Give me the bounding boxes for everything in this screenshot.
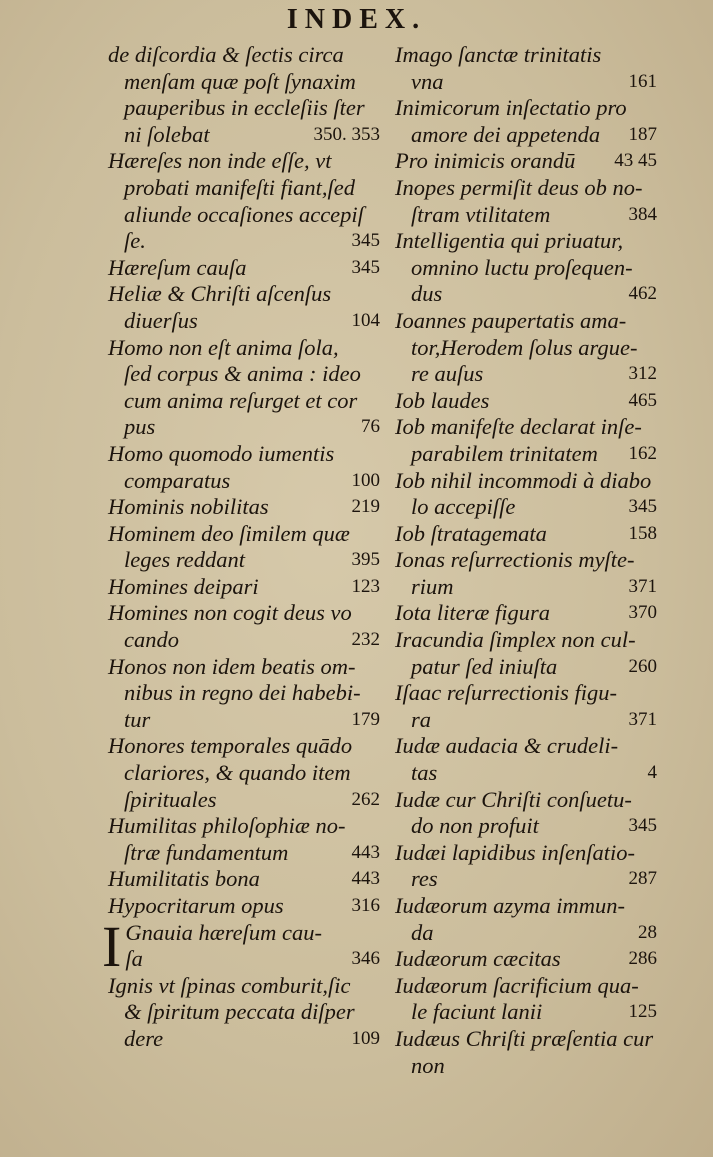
entry-line: Imago ſanctæ trinitatis <box>395 42 602 67</box>
entry-line: Gnauia hæreſum cau- <box>125 919 322 945</box>
index-entry <box>108 574 380 601</box>
entry-line: menſam quæ poſt ſynaxim <box>124 68 356 94</box>
entry-line: Intelligentia qui priuatur, <box>395 228 624 254</box>
page-number: 384 <box>628 203 657 225</box>
index-entry <box>395 973 657 1026</box>
page-number: 28 <box>638 921 657 943</box>
page-number: 350. 353 <box>313 123 380 145</box>
entry-line: comparatus <box>124 467 231 493</box>
index-entry <box>108 733 380 813</box>
index-entry <box>395 228 657 308</box>
index-entry <box>395 946 657 973</box>
entry-line: probati manifeſti fiant,ſed <box>124 174 356 200</box>
page-number: 4 <box>647 762 657 784</box>
entry-line: vna <box>411 68 444 94</box>
page-number: 287 <box>628 868 657 890</box>
index-entry <box>102 913 380 979</box>
index-entry <box>108 255 380 282</box>
index-entry <box>395 468 657 521</box>
entry-line: lo accepiſſe <box>411 494 516 520</box>
entry-line: leges reddant <box>124 547 246 573</box>
page-number: 260 <box>628 655 657 677</box>
index-entry <box>108 600 380 653</box>
page-number: 443 <box>351 868 380 890</box>
index-entry <box>395 175 657 228</box>
entry-line: rium <box>411 573 454 599</box>
page-number: 100 <box>351 469 380 491</box>
entry-line: patur ſed iniuſta <box>411 653 558 679</box>
page-number: 345 <box>351 256 380 278</box>
entry-line: Iota literæ figura <box>395 600 551 626</box>
entry-line: Homines non cogit deus vo <box>108 600 352 626</box>
entry-line: diuerſus <box>124 307 198 333</box>
entry-line: amore dei appetenda <box>411 121 601 147</box>
entry-line: Iob nihil incommodi à diabo <box>395 467 652 493</box>
page-number: 158 <box>628 522 657 544</box>
page-number: 371 <box>628 708 657 730</box>
entry-line: Humilitas philoſophiæ no- <box>108 813 346 839</box>
index-entry <box>395 787 657 840</box>
entry-line: Heliæ & Chriſti aſcenſus <box>108 281 332 307</box>
entry-line: dere <box>124 1025 164 1051</box>
entry-line: Iracundia ſimplex non cul- <box>395 627 636 653</box>
index-entry <box>395 42 657 95</box>
entry-line: ra <box>411 706 432 732</box>
entry-line: re auſus <box>411 361 484 387</box>
entry-line: Ioannes paupertatis ama- <box>395 307 627 333</box>
page-number: 161 <box>628 70 657 92</box>
drop-cap-initial: I <box>102 913 122 979</box>
index-entry <box>108 335 380 441</box>
entry-line: Homo quomodo iumentis <box>108 440 335 466</box>
index-entry <box>395 680 657 733</box>
entry-line: Inopes permiſit deus ob no- <box>395 174 643 200</box>
entry-line: Hæreſum cauſa <box>108 254 247 280</box>
entry-line: parabilem trinitatem <box>411 440 598 466</box>
entry-line: Ionas reſurrectionis myſte- <box>395 547 635 573</box>
entry-line: Inimicorum inſectatio pro <box>395 95 627 121</box>
entry-line: Iob laudes <box>395 387 490 413</box>
entry-line: Iudæ cur Chriſti conſuetu- <box>395 786 632 812</box>
page-number: 125 <box>628 1001 657 1023</box>
entry-line: Iudæorum cæcitas <box>395 946 561 972</box>
page-number: 76 <box>361 416 380 438</box>
page-number: 345 <box>628 496 657 518</box>
page-number: 104 <box>351 309 380 331</box>
entry-line: ſpirituales <box>124 786 217 812</box>
entry-line: Hominem deo ſimilem quæ <box>108 520 350 546</box>
page-number: 443 <box>351 841 380 863</box>
index-entry <box>395 733 657 786</box>
index-entry <box>395 600 657 627</box>
page-number: 370 <box>628 602 657 624</box>
entry-line: da <box>411 919 434 945</box>
entry-line: cum anima reſurget et cor <box>124 387 358 413</box>
entry-line: le faciunt lanii <box>411 999 543 1025</box>
entry-line: Iob manifeſte declarat inſe- <box>395 414 642 440</box>
index-entry <box>108 42 380 148</box>
entry-line: tor,Herodem ſolus argue- <box>411 334 638 360</box>
index-entry <box>395 1026 657 1079</box>
index-entry <box>108 441 380 494</box>
entry-line: ni ſolebat <box>124 121 210 147</box>
entry-line: ſtram vtilitatem <box>411 201 551 227</box>
index-column-right <box>395 42 657 1079</box>
index-entry <box>395 893 657 946</box>
page-number: 345 <box>628 815 657 837</box>
index-entry <box>395 840 657 893</box>
index-entry <box>395 388 657 415</box>
index-entry <box>108 148 380 254</box>
entry-line: & ſpiritum peccata diſper <box>124 999 355 1025</box>
page-number: 43 45 <box>614 150 657 172</box>
entry-line: Homo non eſt anima ſola, <box>108 334 339 360</box>
entry-line: tas <box>411 760 438 786</box>
page-number: 371 <box>628 575 657 597</box>
entry-line: cando <box>124 627 179 653</box>
entry-line: Iſaac reſurrectionis figu- <box>395 680 618 706</box>
index-entry <box>395 521 657 548</box>
page-number: 345 <box>351 230 380 252</box>
entry-line: non <box>411 1052 445 1078</box>
entry-line: Iudæi lapidibus inſenſatio- <box>395 839 635 865</box>
index-entry <box>395 148 657 175</box>
page-number: 179 <box>351 708 380 730</box>
page-number: 162 <box>628 442 657 464</box>
page-number: 462 <box>628 283 657 305</box>
page-number: 262 <box>351 788 380 810</box>
entry-line: dus <box>411 281 443 307</box>
entry-line: Ignis vt ſpinas comburit,ſic <box>108 972 351 998</box>
page-number: 109 <box>351 1027 380 1049</box>
index-entry <box>108 281 380 334</box>
entry-line: Iudæorum azyma immun- <box>395 893 625 918</box>
index-entry <box>108 813 380 866</box>
entry-line: tur <box>124 706 151 732</box>
entry-line: clariores, & quando item <box>124 760 351 786</box>
page-header: INDEX. <box>286 4 427 35</box>
entry-line: aliunde occaſiones accepiſ <box>124 201 364 227</box>
entry-line: de diſcordia & ſectis circa <box>108 42 344 67</box>
page-number: 395 <box>351 549 380 571</box>
entry-line: Iob ſtratagemata <box>395 520 547 546</box>
index-entry <box>395 308 657 388</box>
entry-line: Honos non idem beatis om- <box>108 653 356 679</box>
entry-line: ſa <box>125 946 143 972</box>
entry-line: Honores temporales quādo <box>108 733 353 759</box>
index-entry <box>395 414 657 467</box>
page-number: 187 <box>628 123 657 145</box>
index-entry <box>395 95 657 148</box>
page-number: 312 <box>628 363 657 385</box>
entry-line: Iudæus Chriſti præſentia cur <box>395 1025 654 1051</box>
entry-line: ſed corpus & anima : ideo <box>124 361 361 387</box>
entry-line: ſtræ fundamentum <box>124 839 289 865</box>
page-number: 219 <box>351 496 380 518</box>
page-number: 465 <box>628 389 657 411</box>
index-column-left <box>102 42 380 1053</box>
entry-line: Pro inimicis orandū <box>395 148 576 174</box>
index-entry <box>108 654 380 734</box>
index-entry <box>108 494 380 521</box>
entry-line: ſe. <box>124 228 146 254</box>
index-entry <box>108 521 380 574</box>
page-number: 123 <box>351 575 380 597</box>
index-entry <box>395 627 657 680</box>
index-entry <box>108 893 380 920</box>
entry-line: do non profuit <box>411 813 539 839</box>
entry-line: Humilitatis bona <box>108 866 260 892</box>
entry-line: Hæreſes non inde eſſe, vt <box>108 148 332 174</box>
entry-line: Hominis nobilitas <box>108 494 269 520</box>
page-number: 232 <box>351 629 380 651</box>
entry-line: omnino luctu proſequen- <box>411 254 633 280</box>
entry-line: nibus in regno dei habebi- <box>124 680 361 706</box>
entry-line: Iudæ audacia & crudeli- <box>395 733 619 759</box>
entry-line: Iudæorum ſacrificium qua- <box>395 972 639 998</box>
index-entry <box>395 547 657 600</box>
page-number: 346 <box>351 948 380 970</box>
page-number: 316 <box>351 895 380 916</box>
page-number: 286 <box>628 948 657 970</box>
index-entry <box>108 866 380 893</box>
entry-line: res <box>411 866 438 892</box>
entry-line: pauperibus in eccleſiis ſter <box>124 95 365 121</box>
entry-line: Homines deipari <box>108 573 259 599</box>
entry-line: Hypocritarum opus <box>108 893 284 918</box>
index-entry <box>108 973 380 1053</box>
entry-line: pus <box>124 414 156 440</box>
